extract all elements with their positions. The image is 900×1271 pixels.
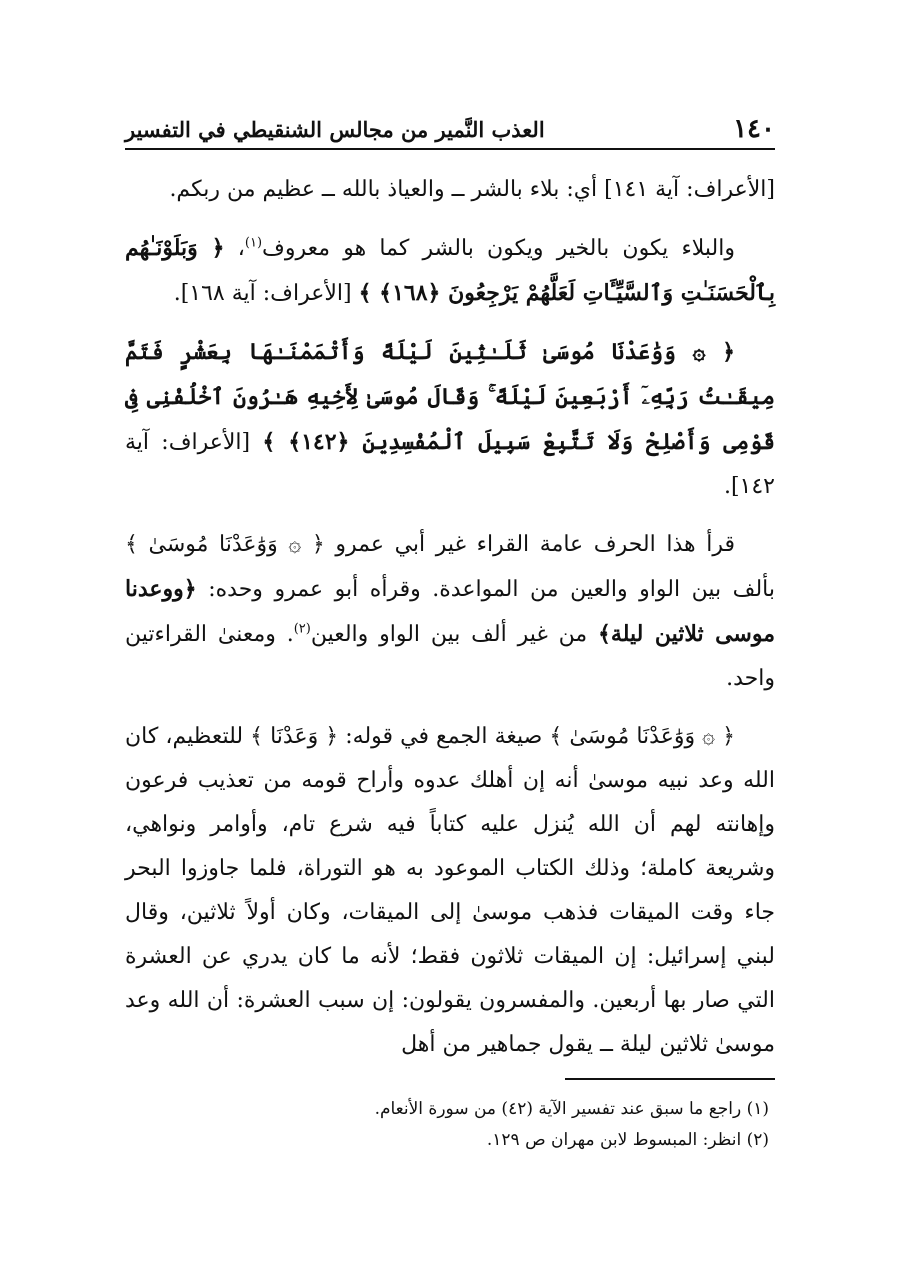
quran-verse-142: ﴿ ۞ وَوَٰعَدْنَا مُوسَىٰ ثَلَـٰثِينَ لَيْلَةً وَأَتْمَمْنَـٰهَا بِعَشْرٍ فَتَمَّ مِيقَـٰتُ رَبِّهِۦٓ أَرْبَعِينَ لَيْلَةً ۚ وَقَالَ مُوسَىٰ لِأَخِيهِ هَـٰرُونَ ٱخْلُفْنِى فِى قَوْمِى وَأَصْلِحْ وَلَا تَتَّبِعْ سَبِيلَ ٱلْمُفْسِدِينَ ﴿١٤٢﴾ ﴾ [125, 339, 775, 455]
verse-reference-168: [الأعراف: آية ١٦٨]. [173, 281, 352, 306]
footnote-1: (١) راجع ما سبق عند تفسير الآية (٤٢) من سورة الأنعام. [374, 1099, 769, 1119]
paragraph-3 [125, 330, 775, 509]
book-page [125, 0, 775, 1271]
page-body [125, 168, 775, 1081]
quran-verse-168: ﴿ وَبَلَوْنَـٰهُم بِٱلْحَسَنَـٰتِ وَٱلسَّيِّـَٔاتِ لَعَلَّهُمْ يَرْجِعُونَ ﴿١٦٨﴾ ﴾ [125, 235, 775, 306]
paragraph-2-text: والبلاء يكون بالخير ويكون بالشر كما هو معروف [262, 236, 735, 261]
paragraph-4-text-3: . ومعنىٰ القراءتين واحد. [125, 622, 775, 691]
running-title: العذب النَّمير من مجالس الشنقيطي في التفسير [125, 117, 545, 142]
footnote-ref-2: (٢) [293, 621, 311, 637]
footnotes [125, 1078, 775, 1156]
paragraph-4 [125, 523, 775, 701]
footnote-divider [565, 1078, 775, 1080]
page-header [125, 108, 775, 150]
verse-reference-142: [الأعراف: آية ١٤٢]. [125, 430, 775, 499]
paragraph-2-comma: ، [237, 236, 245, 261]
paragraph-5: ﴿ ۞ وَوَٰعَدْنَا مُوسَىٰ ﴾ صيغة الجمع في قوله: ﴿ وَعَدْنَا ﴾ للتعظيم، كان الله وعد نبيه موسىٰ أنه إن أهلك عدوه وأراح قومه من تعذيب فرعون وإهانته لهم أن الله يُنزل عليه كتاباً فيه شرع تام، وأوامر ونواهي، وشريعة كاملة؛ وذلك الكتاب الموعود به هو التوراة، فلما جاوزوا البحر جاء وقت الميقات فذهب موسىٰ إلى الميقات، وكان أولاً ثلاثين، وقال لبني إسرائيل: إن الميقات ثلاثون فقط؛ لأنه ما كان يدري عن العشرة التي صار بها أربعين. والمفسرون يقولون: إن سبب العشرة: أن الله وعد موسىٰ ثلاثين ليلة ــ يقول جماهير من أهل [125, 724, 775, 1057]
footnote-2: (٢) انظر: المبسوط لابن مهران ص ١٢٩. [486, 1130, 769, 1150]
abu-amr-reading: ﴿ووعدنا موسى ثلاثين ليلة﴾ [125, 576, 775, 647]
paragraph-1: [الأعراف: آية ١٤١] أي: بلاء بالشر ــ والعياذ بالله ــ عظيم من ربكم. [169, 177, 775, 202]
paragraph-4-text: قرأ هذا الحرف عامة القراء غير أبي عمرو ﴿ ۞ وَوَٰعَدْنَا مُوسَىٰ ﴾ بألف بين الواو والعين من المواعدة. وقرأه أبو عمرو وحده: [125, 532, 775, 602]
paragraph-4-text-2: من غير ألف بين الواو والعين [310, 622, 588, 647]
paragraph-2 [125, 226, 775, 316]
footnote-ref-1: (١) [244, 235, 263, 251]
page-number: ١٤٠ [733, 114, 775, 144]
